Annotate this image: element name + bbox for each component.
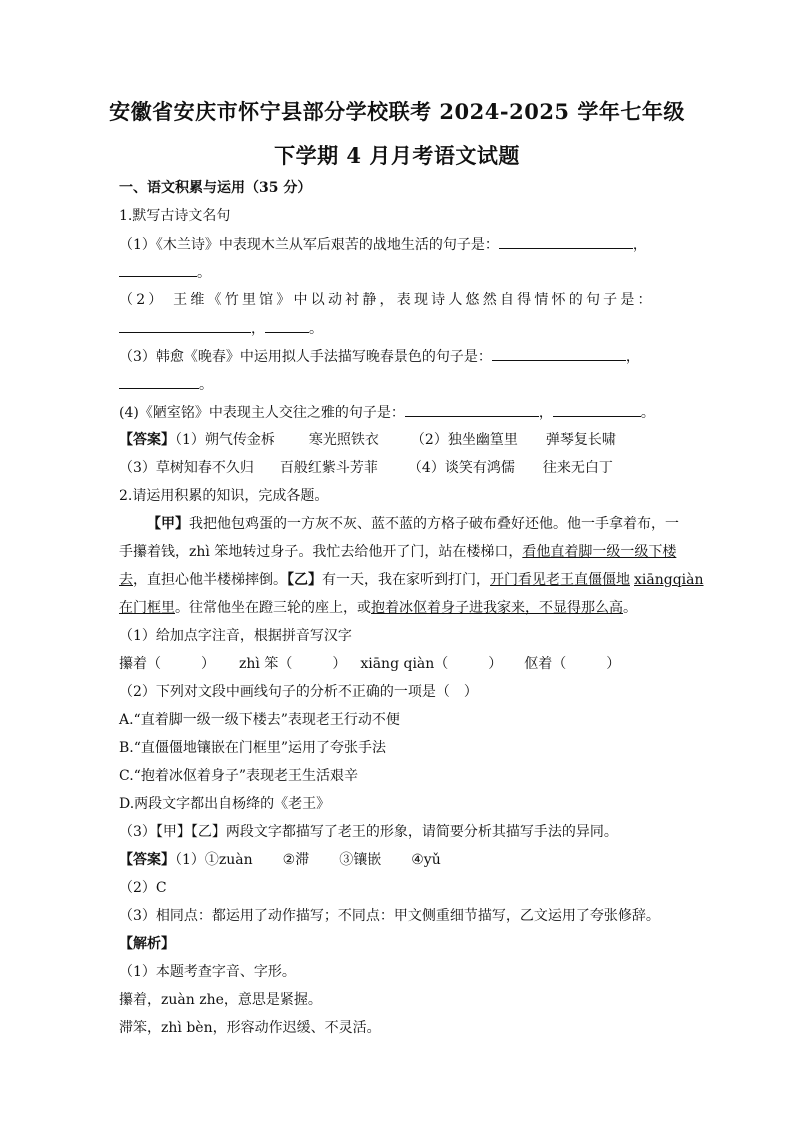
answer-blank	[265, 318, 309, 333]
answer-blank	[492, 346, 626, 361]
passage-line-2	[119, 542, 676, 562]
question-2-answer-1	[119, 850, 441, 870]
item-close: ）	[488, 656, 503, 672]
section-heading: 一、语文积累与运用（35 分）	[119, 180, 312, 196]
punctuation: ，	[538, 405, 553, 421]
answer-item: （2）独坐幽篁里	[410, 432, 518, 448]
punctuation: ，	[625, 349, 640, 365]
question-1-item-2-continued	[119, 318, 323, 339]
underlined-sentence: 开门看见老王直僵僵地	[490, 572, 630, 588]
answer-blank	[119, 262, 197, 277]
analysis-label: 【解析】	[119, 936, 175, 952]
answer-blank	[119, 318, 251, 333]
answer-item: 往来无白丁	[542, 460, 613, 476]
answer-item: （4）谈笑有鸿儒	[407, 460, 515, 476]
question-1-item-3-continued	[119, 374, 213, 395]
passage-text: 。往常他坐在蹬三轮的座上，或	[175, 600, 371, 616]
answer-blank	[119, 374, 199, 389]
sub-question-1-items	[119, 654, 620, 674]
sub-question-2-label	[119, 682, 478, 702]
passage-tag-yi: 【乙】	[287, 572, 322, 588]
item-close: ）	[332, 656, 347, 672]
underlined-sentence: 在门框里	[119, 600, 175, 616]
sub-question-1-label: （1）给加点字注音，根据拼音写汉字	[119, 628, 352, 644]
question-1-label: 1.默写古诗文名句	[119, 208, 231, 224]
underlined-sentence: 看他直着脚一级一级下楼	[522, 544, 677, 560]
item-close: ）	[463, 684, 478, 700]
question-1-answer-row-1	[119, 430, 616, 450]
punctuation: 。	[199, 377, 213, 393]
answer-item: 寒光照铁衣	[308, 432, 379, 448]
question-1-answer-row-2	[119, 458, 613, 478]
punctuation: 。	[309, 321, 323, 337]
passage-line-3	[119, 570, 704, 590]
item-close: ）	[201, 656, 215, 672]
question-text: （2）下列对文段中画线句子的分析不正确的一项是（	[119, 684, 450, 700]
passage-text: 手攥着钱，zhì 笨地转过身子。我忙去给他开了门，站在楼梯口，	[119, 544, 523, 560]
answer-item: 百般红紫斗芳菲	[279, 460, 378, 476]
passage-text: 。	[623, 600, 637, 616]
answer-blank	[405, 402, 539, 417]
answer-item: 弹琴复长啸	[545, 432, 616, 448]
passage-text: 有一天，我在家听到打门，	[322, 572, 490, 588]
passage-text: 我把他包鸡蛋的一方灰不灰、蓝不蓝的方格子破布叠好还他。他一手拿着布，一	[189, 516, 679, 532]
item-prompt: zhì 笨（	[239, 656, 293, 672]
item-prompt: 攥着（	[119, 656, 161, 672]
document-title-line-1: 安徽省安庆市怀宁县部分学校联考 2024-2025 学年七年级	[109, 99, 685, 124]
question-text: （1）《木兰诗》中表现木兰从军后艰苦的战地生活的句子是：	[119, 237, 499, 253]
document-title-line-2: 下学期 4 月月考语文试题	[274, 143, 520, 168]
option-d: D.两段文字都出自杨绛的《老王》	[119, 796, 331, 812]
punctuation: ，	[632, 237, 647, 253]
analysis-line-2: 攥着，zuàn zhe，意思是紧握。	[119, 992, 322, 1008]
sub-question-3-label: （3）【甲】【乙】两段文字都描写了老王的形象，请简要分析其描写手法的异同。	[119, 824, 618, 840]
question-1-item-1-continued	[119, 262, 211, 283]
item-close: ）	[606, 656, 621, 672]
question-2-answer-3: （3）相同点：都运用了动作描写；不同点：甲文侧重细节描写，乙文运用了夸张修辞。	[119, 908, 660, 924]
answer-item: （1）朔气传金柝	[175, 432, 275, 448]
passage-line-4	[119, 598, 637, 618]
passage-tag-jia: 【甲】	[147, 516, 189, 532]
answer-label: 【答案】	[119, 852, 175, 868]
question-1-item-3	[119, 346, 640, 367]
punctuation: ，	[251, 321, 265, 337]
question-1-item-1	[119, 234, 647, 255]
question-text: (4)《陋室铭》中表现主人交往之雅的句子是：	[119, 405, 405, 421]
punctuation: 。	[640, 405, 655, 421]
item-prompt: 伛着（	[524, 656, 567, 672]
option-a: A.“直着脚一级一级下楼去”表现老王行动不便	[119, 712, 400, 728]
question-2-answer-2: （2）C	[119, 880, 167, 896]
underlined-sentence: 去	[119, 572, 133, 588]
question-1-item-4	[119, 402, 655, 423]
question-2-label: 2.请运用积累的知识，完成各题。	[119, 488, 329, 504]
answer-item: ②滞	[282, 852, 310, 868]
option-c: C.“抱着冰伛着身子”表现老王生活艰辛	[119, 768, 358, 784]
answer-item: ④yǔ	[411, 852, 441, 868]
answer-label: 【答案】	[119, 432, 175, 448]
question-text: （3）韩愈《晚春》中运用拟人手法描写晚春景色的句子是：	[119, 349, 492, 365]
option-b: B.“直僵僵地镶嵌在门框里”运用了夸张手法	[119, 740, 387, 756]
underlined-sentence: 抱着冰伛着身子进我家来，不显得那么高	[371, 600, 623, 616]
question-1-item-2: （2） 王维《竹里馆》中以动衬静，表现诗人悠然自得情怀的句子是：	[119, 292, 655, 308]
answer-item: ③镶嵌	[339, 852, 382, 868]
punctuation: 。	[197, 265, 211, 281]
analysis-line-1: （1）本题考查字音、字形。	[119, 964, 296, 980]
pinyin-prompt: xiāngqiàn	[634, 572, 704, 588]
answer-blank	[499, 234, 633, 249]
answer-item: （1）①zuàn	[175, 852, 253, 868]
passage-line-1	[147, 514, 679, 534]
passage-text: ，直担心他半楼梯摔倒。	[133, 572, 287, 588]
answer-blank	[553, 402, 641, 417]
analysis-line-3: 滞笨，zhì bèn，形容动作迟缓、不灵活。	[119, 1020, 381, 1036]
answer-item: （3）草树知春不久归	[119, 460, 254, 476]
item-prompt: xiāng qiàn（	[360, 656, 449, 672]
